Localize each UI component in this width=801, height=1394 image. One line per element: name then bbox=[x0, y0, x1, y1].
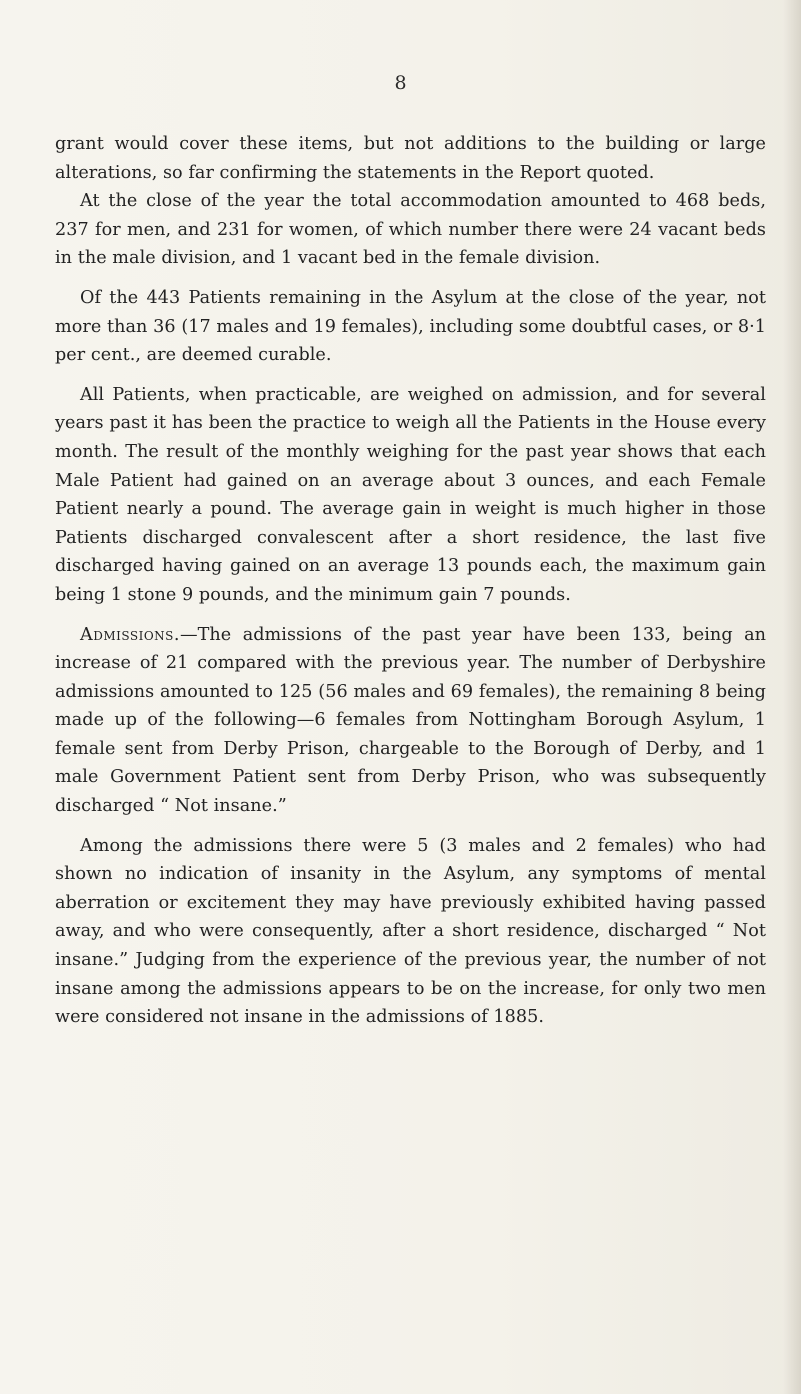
report-body bbox=[55, 130, 766, 1032]
page-number: 8 bbox=[394, 72, 407, 94]
paragraph-accommodation: At the close of the year the total accommodation amounted to 468 beds, 237 for men, and 231 for women, of which number there were 24 vacant beds in the male division, and 1 vacant bed in the female division. bbox=[55, 191, 766, 269]
page-edge-shadow bbox=[783, 0, 801, 1394]
paragraph-admissions bbox=[55, 621, 766, 821]
paragraph-not-insane: Among the admissions there were 5 (3 males and 2 females) who had shown no indication of insanity in the Asylum, any symptoms of mental aberration or excitement they may have previously exhibited having passed away, and who were consequently, after a short residence, discharged “ Not insane.” Judging from the experience of the previous year, the number of not insane among the admissions appears to be on the increase, for only two men were considered not insane in the admissions of 1885. bbox=[55, 835, 766, 1028]
admissions-heading: Admissions. bbox=[80, 624, 180, 645]
admissions-text: —The admissions of the past year have been 133, being an increase of 21 compared with the previous year. The number of Derbyshire admissions amounted to 125 (56 males and 69 females), the remaining 8 being made up of the following—6 females from Nottingham Borough Asylum, 1 female sent from Derby Prison, chargeable to the Borough of Derby, and 1 male Government Patient sent from Derby Prison, who was subsequently discharged “ Not insane.” bbox=[55, 624, 766, 817]
paragraph-curable-patients: Of the 443 Patients remaining in the Asylum at the close of the year, not more than 36 (17 males and 19 females), including some doubtful cases, or 8·1 per cent., are deemed curable. bbox=[55, 287, 766, 366]
paragraph-patient-weighing: All Patients, when practicable, are weighed on admission, and for several years past it has been the practice to weigh all the Patients in the House every month. The result of the monthly weighing for the past year shows that each Male Patient had gained on an average about 3 ounces, and each Female Patient nearly a pound. The average gain in weight is much higher in those Patients discharged convalescent after a short residence, the last five discharged having gained on an average 13 pounds each, the maximum gain being 1 stone 9 pounds, and the minimum gain 7 pounds. bbox=[55, 384, 766, 605]
paragraph-building-grant: grant would cover these items, but not additions to the building or large alterations, so far confirming the statements in the Report quoted. bbox=[55, 134, 766, 183]
